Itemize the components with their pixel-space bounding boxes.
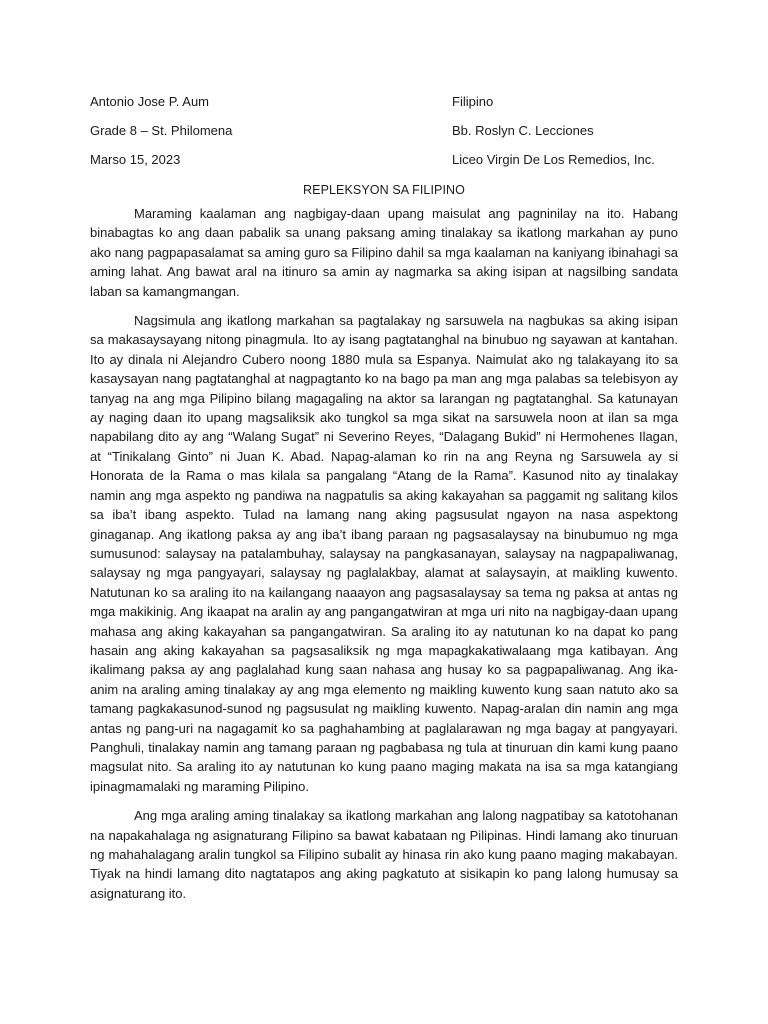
school-name: Liceo Virgin De Los Remedios, Inc. xyxy=(452,152,655,167)
header-row-3 xyxy=(90,150,678,179)
document-page xyxy=(90,92,678,913)
document-title: REPLEKSYON SA FILIPINO xyxy=(303,183,465,197)
header-row-1 xyxy=(90,92,678,121)
student-name: Antonio Jose P. Aum xyxy=(90,94,210,109)
header-row-2 xyxy=(90,121,678,150)
grade-section: Grade 8 – St. Philomena xyxy=(90,123,233,138)
paragraph-body: Nagsimula ang ikatlong markahan sa pagtalakay ng sarsuwela na nagbukas sa aking isipan sa makasaysayang nitong pinagmula. Ito ay isang pagtatanghal na binubuo ng sayawan at kantahan. Ito ay dinala ni Alejandro Cubero noong 1880 mula sa Espanya. Naimulat ako ng talakayang ito sa kasaysayan nang pagtatanghal at nagpagtanto ko na bago pa man ang mga palabas sa telebisyon ay tanyag na ang mga Pilipino bilang magagaling na aktor sa larangan ng pagtatanghal. Sa katunayan ay naging daan ito upang magsaliksik ako tungkol sa mga sikat na sarsuwela noon at ilan sa mga napabilang dito ay ang “Walang Sugat” ni Severino Reyes, “Dalagang Bukid” ni Hermohenes Ilagan, at “Tinikalang Ginto” ni Juan K. Abad. Napag-alaman ko rin na ang Reyna ng Sarsuwela ay si Honorata de la Rama o mas kilala sa pangalang “Atang de la Rama”. Kasunod nito ay tinalakay namin ang mga aspekto ng pandiwa na nagpatulis sa aking kakayahan sa paggamit ng salitang kilos sa iba’t ibang aspekto. Tulad na lamang nang aking pagsusulat ngayon na nasa aspektong ginaganap. Ang ikatlong paksa ay ang iba’t ibang paraan ng pagsasalaysay na binubumuo ng mga sumusunod: salaysay na patalambuhay, salaysay na pangkasanayan, salaysay na nagpapaliwanag, salaysay ng mga pangyayari, salaysay ng paglalakbay, alamat at salaysayin, at maikling kuwento. Natutunan ko sa araling ito na kailangang naaayon ang pagsasalaysay sa tema ng paksa at antas ng mga makikinig. Ang ikaapat na aralin ay ang pangangatwiran at mga uri nito na nagbigay-daan upang mahasa ang aking kakayahan sa pangangatwiran. Sa araling ito ay natutunan ko na dapat ko pang hasain ang aking kakayahan sa pagsasaliksik ng mga mapagkakatiwalaang mga katibayan. Ang ikalimang paksa ay ang paglalahad kung saan nahasa ang husay ko sa pagpapaliwanag. Ang ika-anim na araling aming tinalakay ay ang mga elemento ng maikling kuwento kung saan natuto ako sa tamang pagkakasunod-sunod ng pagsusulat ng maikling kuwento. Napag-aralan din namin ang mga antas ng pang-uri na nagagamit ko sa paghahambing at paglalarawan ng mga bagay at pangyayari. Panghuli, tinalakay namin ang tamang paraan ng pagbabasa ng tula at tinuruan din kami kung paano magsulat nito. Sa araling ito ay natutunan ko kung paano maging makata na isa sa mga katangiang ipinagmamalaki ng maraming Pilipino. xyxy=(90,313,678,794)
subject: Filipino xyxy=(452,94,494,109)
date: Marso 15, 2023 xyxy=(90,152,181,167)
teacher-name: Bb. Roslyn C. Lecciones xyxy=(452,123,594,138)
paragraph-conclusion: Ang mga araling aming tinalakay sa ikatlong markahan ang lalong nagpatibay sa katotohanan na napakahalaga ng asignaturang Filipino sa bawat kabataan ng Pilipinas. Hindi lamang ako tinuruan ng mahahalagang aralin tungkol sa Filipino subalit ay hinasa rin ako kung paano maging makabayan. Tiyak na hindi lamang dito nagtatapos ang aking pagkatuto at sisikapin ko pang lalong humusay sa asignaturang ito. xyxy=(90,808,678,901)
paragraph-intro: Maraming kaalaman ang nagbigay-daan upang maisulat ang pagninilay na ito. Habang binabagtas ko ang daan pabalik sa unang paksang aming tinalakay sa ikatlong markahan ay puno ako nang pagpapasalamat sa aming guro sa Filipino dahil sa mga kaalaman na kaniyang ibinahagi sa aming lahat. Ang bawat aral na itinuro sa amin ay nagmarka sa aking isipan at nagsilbing sandata laban sa kamangmangan. xyxy=(90,206,678,299)
